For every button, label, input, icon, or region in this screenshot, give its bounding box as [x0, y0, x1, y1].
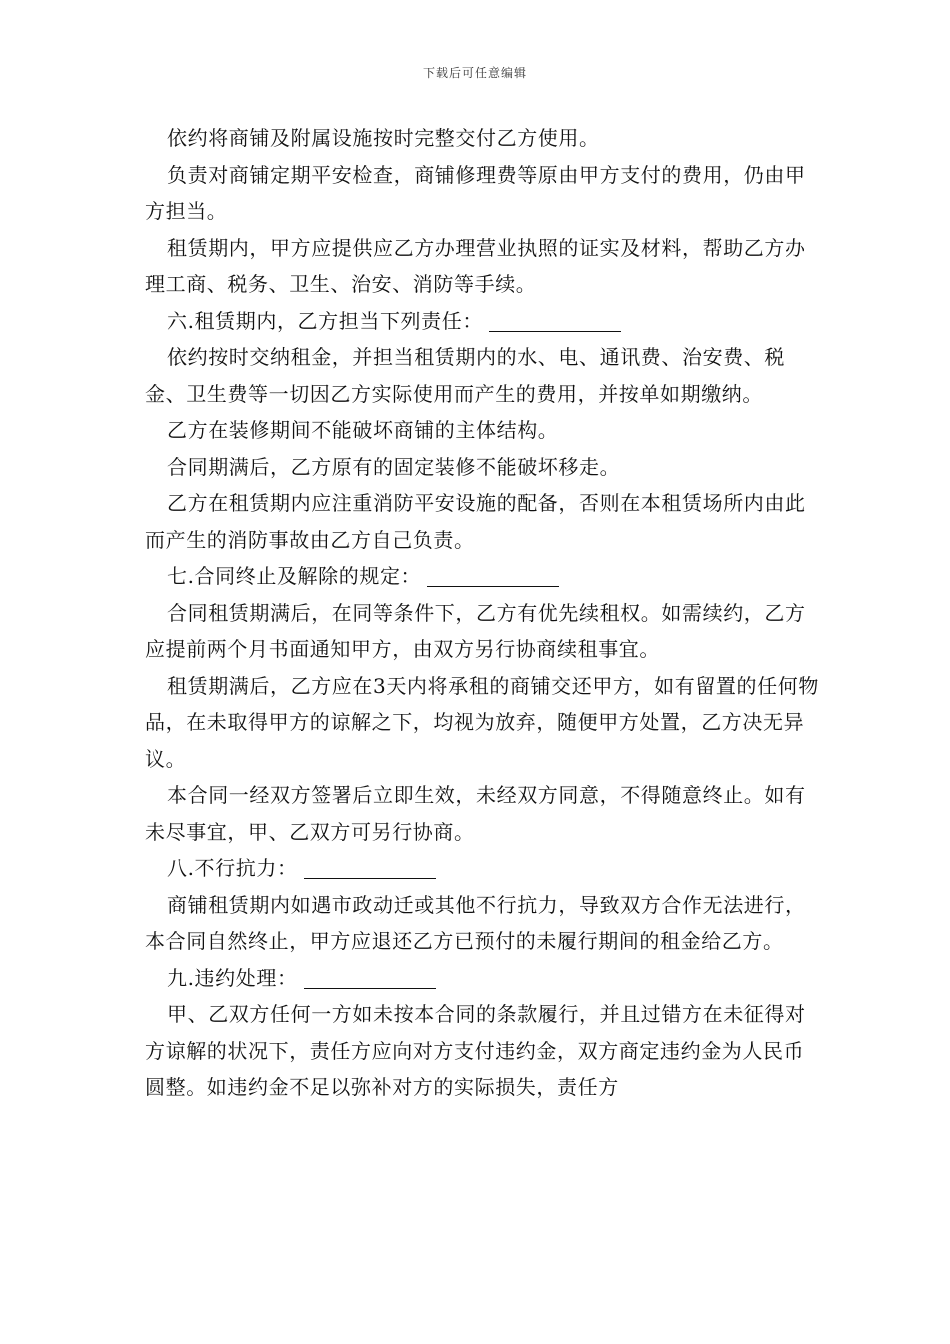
fill-in-blank — [489, 309, 621, 332]
paragraph: 合同租赁期满后，在同等条件下，乙方有优先续租权。如需续约，乙方应提前两个月书面通知甲方，由双方另行协商续租事宜。 — [145, 600, 806, 661]
paragraph: 负责对商铺定期平安检查，商铺修理费等原由甲方支付的费用，仍由甲方担当。 — [145, 162, 806, 223]
paragraph: 甲、乙双方任何一方如未按本合同的条款履行，并且过错方在未征得对方谅解的状况下，责任方应向对方支付违约金，双方商定违约金为人民币 圆整。如违约金不足以弥补对方的实际损失，责任方 — [145, 1002, 806, 1099]
section-heading-9 — [145, 960, 820, 997]
paragraph: 本合同一经双方签署后立即生效，未经双方同意，不得随意终止。如有未尽事宜，甲、乙双方可另行协商。 — [145, 783, 806, 844]
section-heading-7 — [145, 558, 820, 595]
document-body — [145, 120, 820, 1106]
paragraph: 依约将商铺及附属设施按时完整交付乙方使用。 — [167, 126, 600, 150]
section-heading-text: 七.合同终止及解除的规定： — [167, 564, 422, 588]
section-heading-text: 六.租赁期内，乙方担当下列责任： — [167, 308, 483, 333]
paragraph: 乙方在租赁期内应注重消防平安设施的配备，否则在本租赁场所内由此而产生的消防事故由乙方自己负责。 — [145, 491, 806, 552]
fill-in-blank — [304, 966, 436, 989]
paragraph: 依约按时交纳租金，并担当租赁期内的水、电、通讯费、治安费、税金、卫生费等一切因乙方实际使用而产生的费用，并按单如期缴纳。 — [145, 345, 785, 406]
paragraph: 租赁期内，甲方应提供应乙方办理营业执照的证实及材料，帮助乙方办理工商、税务、卫生、治安、消防等手续。 — [145, 235, 806, 296]
section-heading-8 — [145, 850, 820, 887]
page-header-note: 下载后可任意编辑 — [422, 66, 527, 80]
paragraph: 商铺租赁期内如遇市政动迁或其他不行抗力，导致双方合作无法进行，本合同自然终止，甲方应退还乙方已预付的未履行期间的租金给乙方。 — [145, 892, 806, 953]
fill-in-blank — [427, 564, 559, 587]
paragraph: 乙方在装修期间不能破坏商铺的主体结构。 — [167, 418, 559, 442]
paragraph: 租赁期满后，乙方应在3天内将承租的商铺交还甲方，如有留置的任何物品，在未取得甲方的谅解之下，均视为放弃，随便甲方处置，乙方决无异议。 — [145, 673, 819, 771]
section-heading-text: 八.不行抗力： — [167, 856, 298, 880]
fill-in-blank — [304, 856, 436, 879]
section-heading-text: 九.违约处理： — [167, 965, 298, 990]
paragraph: 合同期满后，乙方原有的固定装修不能破坏移走。 — [167, 454, 621, 479]
section-heading-6 — [145, 303, 820, 340]
